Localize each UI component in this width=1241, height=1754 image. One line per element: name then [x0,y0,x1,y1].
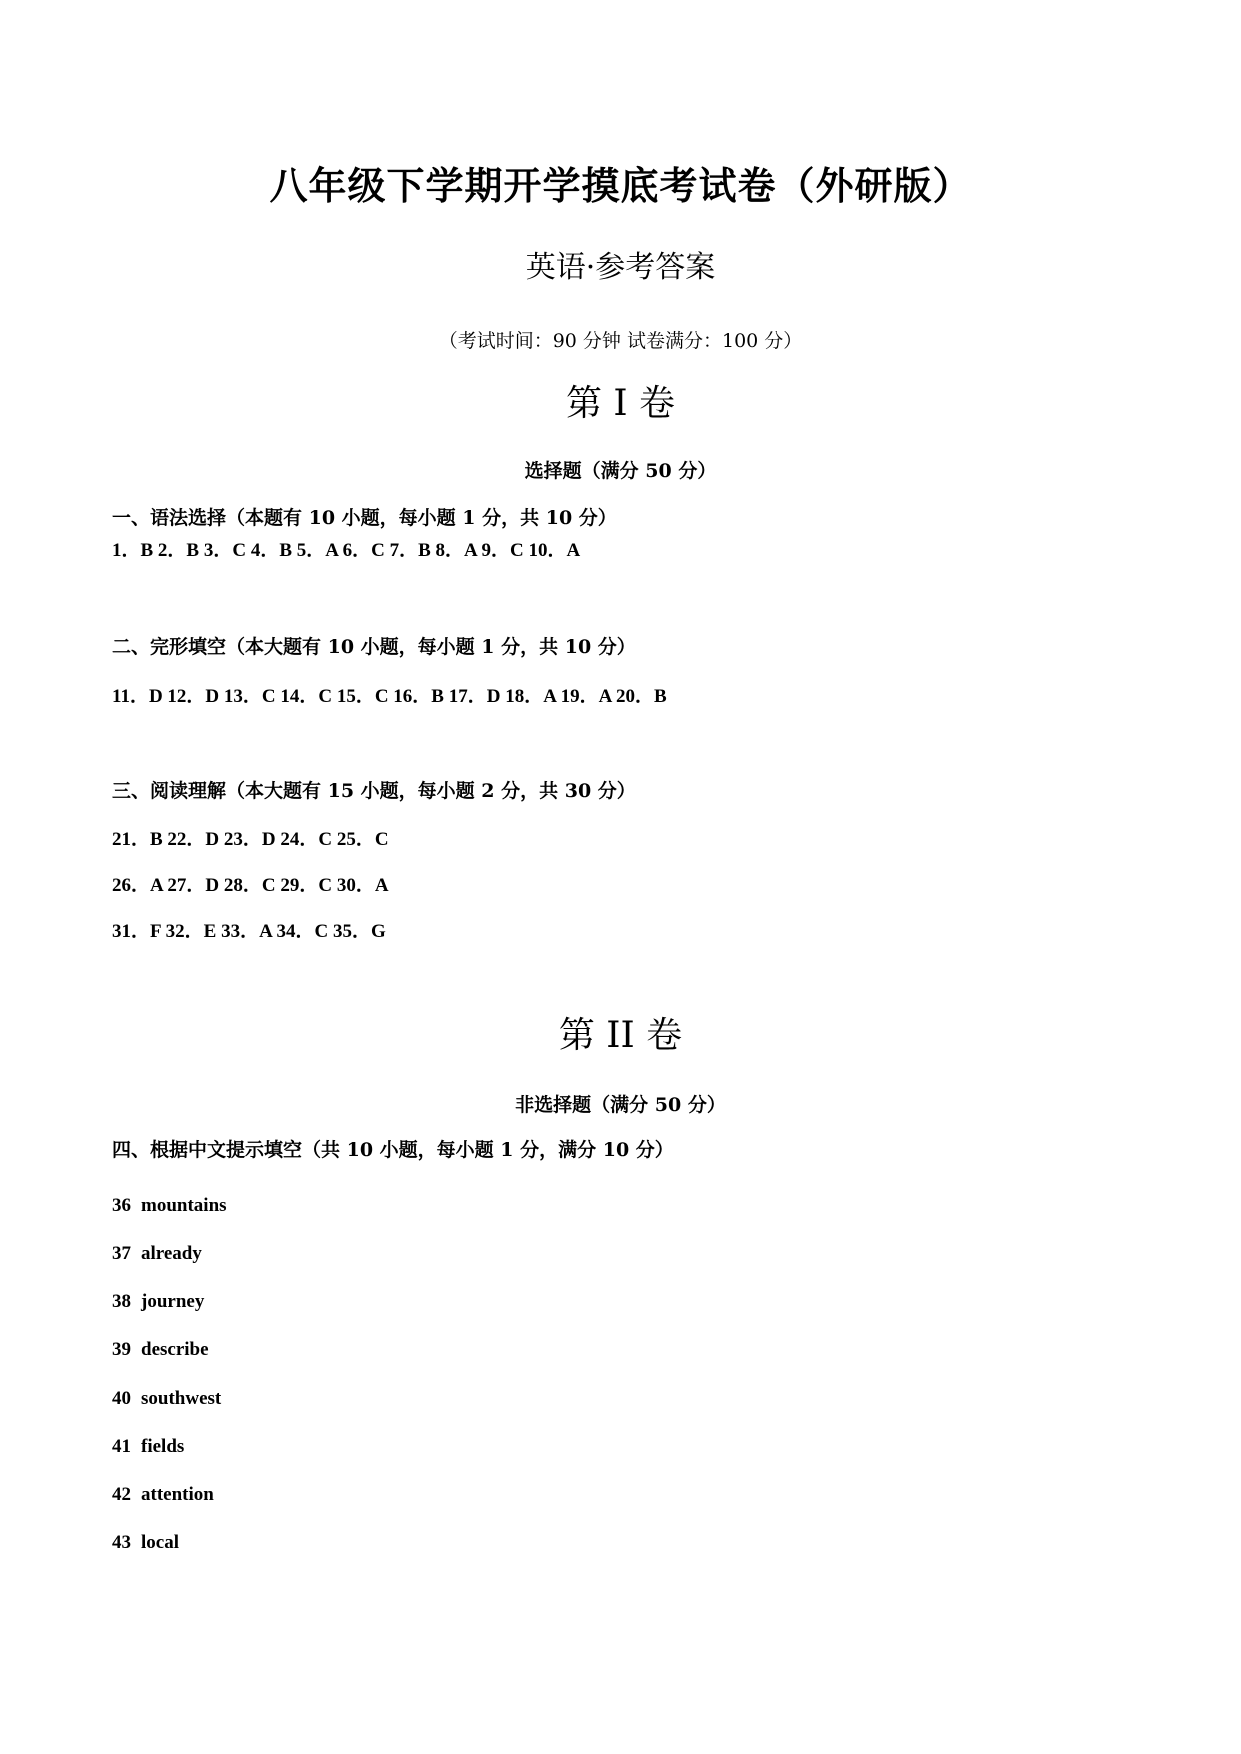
section-2-answers: 11．D 12．D 13．C 14．C 15．C 16．B 17．D 18．A 19．A 20．B [112,686,667,707]
answer-number: 40 [112,1388,131,1409]
answer-word: journey [141,1291,205,1312]
section-3-title: 三、阅读理解（本大题有 15 小题，每小题 2 分，共 30 分） [112,780,636,802]
fill-answer-38 [112,1289,204,1315]
answer-word: mountains [141,1195,227,1216]
answer-word: southwest [141,1388,222,1409]
fill-answer-39 [112,1337,209,1363]
section-3-answers-row-3: 31．F 32．E 33．A 34．C 35．G [112,921,386,942]
volume-2-heading: 非选择题（满分 50 分） [515,1094,726,1116]
answer-number: 43 [112,1532,131,1553]
answer-number: 38 [112,1291,131,1312]
answer-number: 41 [112,1436,131,1457]
section-1-title: 一、语法选择（本题有 10 小题，每小题 1 分，共 10 分） [112,507,617,529]
answer-word: attention [141,1484,214,1505]
fill-answer-41 [112,1434,184,1460]
answer-word: already [141,1243,202,1264]
volume-1-title: 第 I 卷 [565,383,676,424]
answer-word: fields [141,1436,185,1457]
volume-2-title: 第 II 卷 [558,1015,683,1056]
fill-answer-40 [112,1386,221,1412]
answer-word: describe [141,1339,209,1360]
fill-answer-42 [112,1482,214,1508]
volume-1-heading: 选择题（满分 50 分） [524,460,717,482]
fill-answer-36 [112,1193,227,1219]
section-3-answers-row-2: 26．A 27．D 28．C 29．C 30．A [112,875,389,896]
answer-number: 39 [112,1339,131,1360]
section-4-title: 四、根据中文提示填空（共 10 小题，每小题 1 分，满分 10 分） [112,1139,674,1161]
answer-number: 37 [112,1243,131,1264]
fill-answer-37 [112,1241,202,1267]
exam-info: （考试时间：90 分钟 试卷满分：100 分） [438,330,803,352]
document-title: 八年级下学期开学摸底考试卷（外研版） [269,163,972,208]
answer-number: 42 [112,1484,131,1505]
section-1-answers: 1．B 2．B 3．C 4．B 5．A 6．C 7．B 8．A 9．C 10．A [112,540,581,561]
fill-answer-43 [112,1530,179,1556]
section-3-answers-row-1: 21．B 22．D 23．D 24．C 25．C [112,829,389,850]
answer-number: 36 [112,1195,131,1216]
document-subtitle: 英语·参考答案 [525,250,716,285]
section-2-title: 二、完形填空（本大题有 10 小题，每小题 1 分，共 10 分） [112,636,636,658]
answer-word: local [141,1532,179,1553]
